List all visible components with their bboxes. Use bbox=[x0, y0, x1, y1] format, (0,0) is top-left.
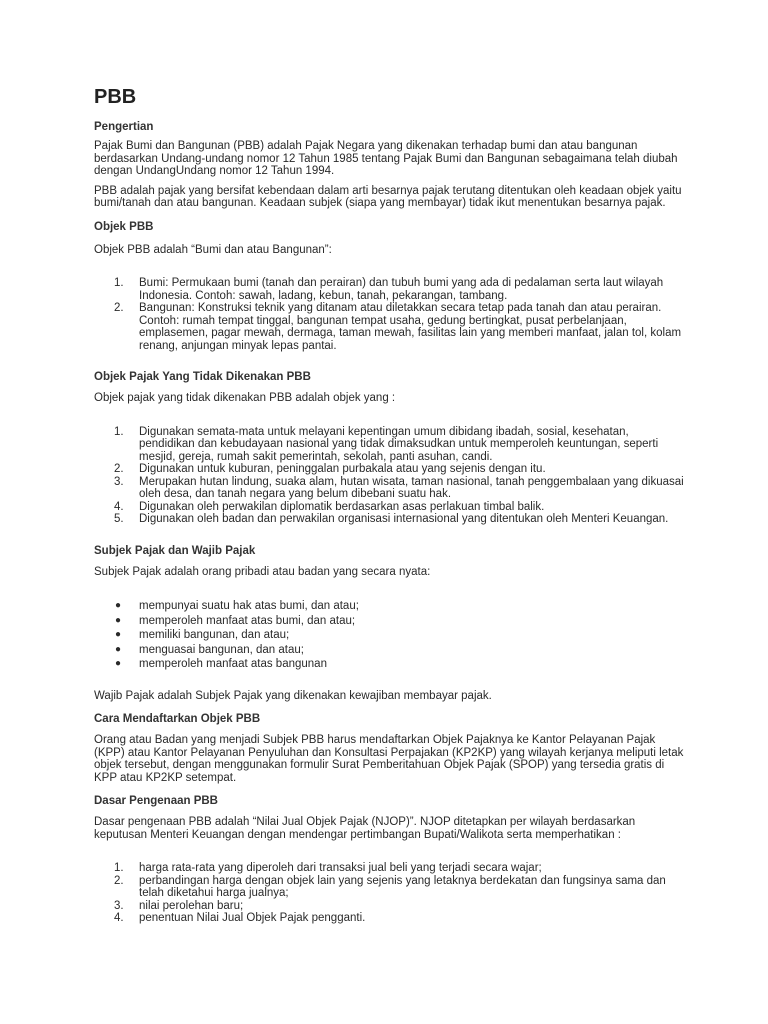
heading-cara-mendaftarkan: Cara Mendaftarkan Objek PBB bbox=[94, 713, 261, 725]
paragraph-tidak-dikenakan-intro: Objek pajak yang tidak dikenakan PBB adalah objek yang : bbox=[94, 392, 396, 404]
heading-objek-pbb: Objek PBB bbox=[94, 220, 154, 233]
list-item-text: Bangunan: Konstruksi teknik yang ditanam atau diletakkan secara tetap pada tanah dan atau perairan. Contoh: rumah tempat tinggal, bangunan tempat usaha, gedung bertingkat, pusat perbelanjaan, emplasemen, pagar mewah, dermaga, taman mewah, fasilitas lain yang memberi manfaat, jalan tol, kolam renang, anjungan minyak lepas pantai. bbox=[139, 302, 682, 352]
list-item bbox=[94, 463, 684, 476]
list-item bbox=[94, 614, 684, 629]
list-subjek-pajak bbox=[94, 599, 684, 672]
list-item-text: nilai perolehan baru; bbox=[139, 899, 244, 912]
list-marker: 3. bbox=[114, 475, 124, 488]
list-item bbox=[94, 302, 684, 352]
paragraph-subjek-intro: Subjek Pajak adalah orang pribadi atau badan yang secara nyata: bbox=[94, 565, 431, 578]
list-marker: 4. bbox=[114, 500, 124, 513]
list-item-text: Digunakan oleh perwakilan diplomatik berdasarkan asas perlakuan timbal balik. bbox=[139, 500, 545, 513]
list-marker: 1. bbox=[114, 425, 124, 438]
list-item-text: penentuan Nilai Jual Objek Pajak pengganti. bbox=[139, 912, 366, 924]
list-item-text: memiliki bangunan, dan atau; bbox=[139, 629, 290, 641]
bullet-icon: ● bbox=[115, 629, 122, 640]
list-item bbox=[94, 875, 684, 900]
list-item-text: Digunakan semata-mata untuk melayani kepentingan umum dibidang ibadah, sosial, kesehatan, pendidikan dan kebudayaan nasional yang tidak dimaksudkan untuk memperoleh keuntungan, seperti mesjid, gereja, rumah sakit pemerintah, sekolah, panti asuhan, candi. bbox=[139, 425, 659, 463]
heading-objek-tidak-dikenakan: Objek Pajak Yang Tidak Dikenakan PBB bbox=[94, 371, 311, 383]
list-item bbox=[94, 643, 684, 658]
list-objek-tidak-dikenakan bbox=[94, 426, 684, 526]
document-page bbox=[94, 86, 684, 925]
list-marker: 5. bbox=[114, 513, 124, 525]
list-item-text: harga rata-rata yang diperoleh dari transaksi jual beli yang terjadi secara wajar; bbox=[139, 862, 542, 874]
list-item bbox=[94, 513, 684, 526]
list-item-text: Bumi: Permukaan bumi (tanah dan perairan) dan tubuh bumi yang ada di pedalaman serta laut wilayah Indonesia. Contoh: sawah, ladang, kebun, tanah, pekarangan, tambang. bbox=[139, 277, 664, 302]
list-item bbox=[94, 501, 684, 514]
list-item bbox=[94, 862, 684, 875]
list-item-text: menguasai bangunan, dan atau; bbox=[139, 643, 304, 656]
list-item bbox=[94, 476, 684, 501]
paragraph-pengertian-2: PBB adalah pajak yang bersifat kebendaan dalam arti besarnya pajak terutang ditentukan oleh keadaan objek yaitu bumi/tanah dan atau bangunan. Keadaan subjek (siapa yang membayar) tidak ikut menentukan besarnya pajak. bbox=[94, 184, 682, 209]
list-item-text: mempunyai suatu hak atas bumi, dan atau; bbox=[139, 600, 359, 612]
list-item bbox=[94, 900, 684, 913]
list-item bbox=[94, 426, 684, 464]
paragraph-dasar-intro: Dasar pengenaan PBB adalah “Nilai Jual Objek Pajak (NJOP)”. NJOP ditetapkan per wilayah berdasarkan keputusan Menteri Keuangan dengan mendengar pertimbangan Bupati/Walikota serta memperhatikan : bbox=[94, 816, 636, 841]
list-item bbox=[94, 599, 684, 614]
list-item bbox=[94, 277, 684, 302]
list-marker: 2. bbox=[114, 874, 124, 887]
list-item-text: memperoleh manfaat atas bangunan bbox=[139, 658, 327, 670]
paragraph-objek-intro: Objek PBB adalah “Bumi dan atau Bangunan”: bbox=[94, 243, 332, 256]
bullet-icon: ● bbox=[115, 658, 122, 669]
list-marker: 1. bbox=[114, 277, 124, 289]
list-marker: 2. bbox=[114, 302, 124, 314]
bullet-icon: ● bbox=[115, 614, 122, 626]
list-marker: 4. bbox=[114, 912, 124, 924]
list-item-text: perbandingan harga dengan objek lain yang sejenis yang letaknya berdekatan dan fungsinya sama dan telah diketahui harga jualnya; bbox=[139, 874, 666, 899]
list-marker: 2. bbox=[114, 463, 124, 475]
list-objek-pbb bbox=[94, 277, 684, 352]
list-dasar-pengenaan bbox=[94, 862, 684, 925]
document-title: PBB bbox=[94, 86, 137, 108]
list-item bbox=[94, 628, 684, 643]
list-item-text: Merupakan hutan lindung, suaka alam, hutan wisata, taman nasional, tanah penggembalaan yang dikuasai oleh desa, dan tanah negara yang belum dibebani suatu hak. bbox=[139, 475, 684, 500]
heading-dasar-pengenaan: Dasar Pengenaan PBB bbox=[94, 795, 218, 807]
bullet-icon: ● bbox=[115, 643, 122, 655]
list-marker: 1. bbox=[114, 862, 124, 874]
bullet-icon: ● bbox=[115, 600, 122, 611]
paragraph-pengertian-1: Pajak Bumi dan Bangunan (PBB) adalah Pajak Negara yang dikenakan terhadap bumi dan atau bangunan berdasarkan Undang-undang nomor 12 Tahun 1985 tentang Pajak Bumi dan Bangunan sebagaimana telah diubah dengan UndangUndang nomor 12 Tahun 1994. bbox=[94, 140, 678, 177]
paragraph-wajib-pajak: Wajib Pajak adalah Subjek Pajak yang dikenakan kewajiban membayar pajak. bbox=[94, 689, 492, 702]
list-item-text: memperoleh manfaat atas bumi, dan atau; bbox=[139, 614, 356, 627]
list-item bbox=[94, 657, 684, 672]
list-marker: 3. bbox=[114, 899, 124, 912]
heading-pengertian: Pengertian bbox=[94, 121, 154, 133]
paragraph-cara-mendaftarkan: Orang atau Badan yang menjadi Subjek PBB harus mendaftarkan Objek Pajaknya ke Kantor Pelayanan Pajak (KPP) atau Kantor Pelayanan Penyuluhan dan Konsultasi Perpajakan (KP2KP) yang wilayah kerjanya meliputi letak objek tersebut, dengan menggunakan formulir Surat Pemberitahuan Objek Pajak (SPOP) yang tersedia gratis di KPP atau KP2KP setempat. bbox=[94, 734, 684, 784]
list-item-text: Digunakan untuk kuburan, peninggalan purbakala atau yang sejenis dengan itu. bbox=[139, 463, 546, 475]
heading-subjek-wajib-pajak: Subjek Pajak dan Wajib Pajak bbox=[94, 544, 256, 557]
list-item bbox=[94, 912, 684, 925]
list-item-text: Digunakan oleh badan dan perwakilan organisasi internasional yang ditentukan oleh Menteri Keuangan. bbox=[139, 513, 669, 525]
